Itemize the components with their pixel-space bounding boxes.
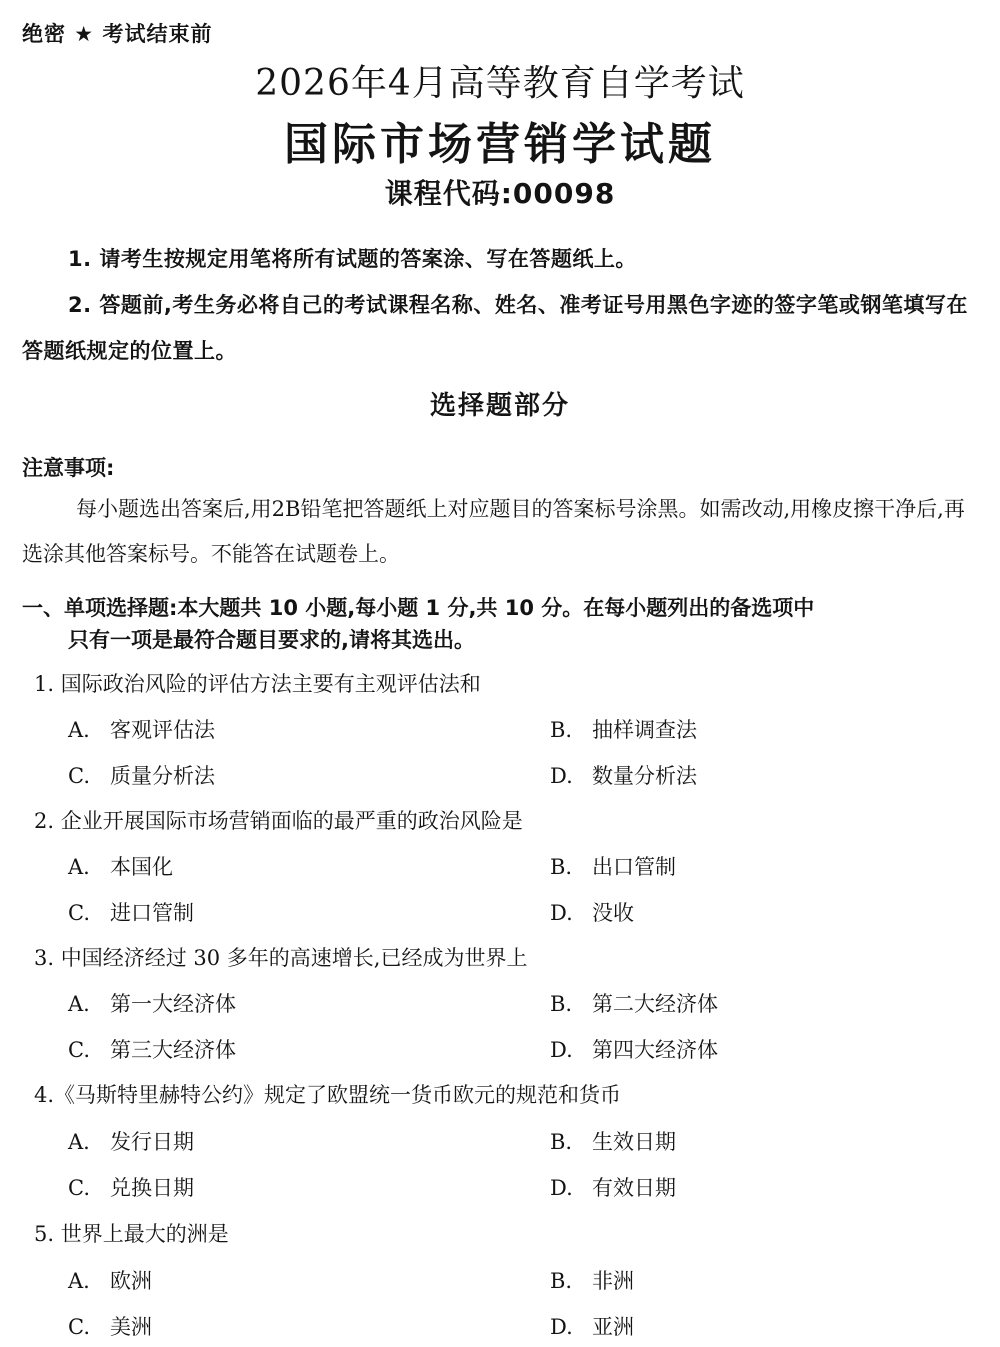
- option-text: 抽样调查法: [592, 718, 697, 742]
- option-letter: D.: [550, 1038, 573, 1062]
- exam-title: 2026年4月高等教育自学考试: [255, 63, 745, 104]
- option-a: [68, 714, 215, 744]
- option-d: [550, 1172, 676, 1202]
- option-c: [68, 1172, 194, 1202]
- option-letter: A.: [68, 855, 90, 879]
- option-text: 亚洲: [592, 1315, 634, 1339]
- notice-heading: 注意事项:: [22, 456, 115, 480]
- option-d: [550, 1034, 718, 1064]
- secret-mark: 绝密 ★ 考试结束前: [22, 22, 213, 46]
- option-c: [68, 897, 194, 927]
- question-stem: 3. 中国经济经过 30 多年的高速增长,已经成为世界上: [34, 946, 528, 970]
- option-d: [550, 897, 634, 927]
- option-a: [68, 851, 173, 881]
- option-a: [68, 1265, 152, 1295]
- option-text: 没收: [592, 901, 634, 925]
- instruction-1: 1. 请考生按规定用笔将所有试题的答案涂、写在答题纸上。: [68, 247, 637, 271]
- option-letter: D.: [550, 1315, 573, 1339]
- option-text: 第四大经济体: [592, 1038, 718, 1062]
- option-text: 第一大经济体: [110, 992, 236, 1016]
- option-text: 客观评估法: [110, 718, 215, 742]
- section-title: 选择题部分: [429, 391, 570, 421]
- option-b: [550, 851, 676, 881]
- option-b: [550, 1126, 676, 1156]
- option-letter: B.: [550, 718, 573, 742]
- option-text: 兑换日期: [110, 1176, 194, 1200]
- option-letter: B.: [550, 855, 573, 879]
- part-heading-line-2: 只有一项是最符合题目要求的,请将其选出。: [68, 628, 475, 652]
- option-letter: C.: [68, 901, 90, 925]
- option-text: 欧洲: [110, 1269, 152, 1293]
- option-text: 进口管制: [110, 901, 194, 925]
- option-c: [68, 1311, 152, 1341]
- notice-body: 每小题选出答案后,用2B铅笔把答题纸上对应题目的答案标号涂黑。如需改动,用橡皮擦干净后,再选涂其他答案标号。不能答在试题卷上。: [22, 497, 965, 566]
- option-a: [68, 1126, 194, 1156]
- question-stem: 4.《马斯特里赫特公约》规定了欧盟统一货币欧元的规范和货币: [34, 1083, 622, 1107]
- option-text: 美洲: [110, 1315, 152, 1339]
- option-letter: A.: [68, 718, 90, 742]
- option-text: 有效日期: [592, 1176, 676, 1200]
- option-c: [68, 760, 215, 790]
- option-text: 发行日期: [110, 1130, 194, 1154]
- question-stem: 5. 世界上最大的洲是: [34, 1222, 229, 1246]
- option-text: 非洲: [592, 1269, 634, 1293]
- part-heading: [22, 592, 982, 656]
- option-letter: A.: [68, 992, 90, 1016]
- option-text: 本国化: [110, 855, 173, 879]
- option-d: [550, 760, 697, 790]
- option-text: 第三大经济体: [110, 1038, 236, 1062]
- option-b: [550, 1265, 634, 1295]
- option-letter: C.: [68, 1038, 90, 1062]
- option-text: 第二大经济体: [592, 992, 718, 1016]
- course-code: 课程代码:00098: [384, 177, 616, 210]
- option-letter: A.: [68, 1269, 90, 1293]
- question-stem: 1. 国际政治风险的评估方法主要有主观评估法和: [34, 672, 481, 696]
- option-letter: C.: [68, 1176, 90, 1200]
- instruction-2: 2. 答题前,考生务必将自己的考试课程名称、姓名、准考证号用黑色字迹的签字笔或钢笔填写在答题纸规定的位置上。: [22, 293, 968, 363]
- option-text: 数量分析法: [592, 764, 697, 788]
- option-text: 出口管制: [592, 855, 676, 879]
- option-letter: B.: [550, 1130, 573, 1154]
- subject-title: 国际市场营销学试题: [284, 119, 716, 170]
- part-heading-line-1: 一、单项选择题:本大题共 10 小题,每小题 1 分,共 10 分。在每小题列出的备选项中: [22, 596, 815, 620]
- option-letter: D.: [550, 901, 573, 925]
- option-letter: C.: [68, 764, 90, 788]
- question-stem: 2. 企业开展国际市场营销面临的最严重的政治风险是: [34, 809, 523, 833]
- option-d: [550, 1311, 634, 1341]
- option-text: 生效日期: [592, 1130, 676, 1154]
- option-b: [550, 988, 718, 1018]
- option-letter: D.: [550, 764, 573, 788]
- option-text: 质量分析法: [110, 764, 215, 788]
- option-b: [550, 714, 697, 744]
- option-letter: C.: [68, 1315, 90, 1339]
- option-c: [68, 1034, 236, 1064]
- option-letter: B.: [550, 1269, 573, 1293]
- option-letter: A.: [68, 1130, 90, 1154]
- option-letter: D.: [550, 1176, 573, 1200]
- option-a: [68, 988, 236, 1018]
- option-letter: B.: [550, 992, 573, 1016]
